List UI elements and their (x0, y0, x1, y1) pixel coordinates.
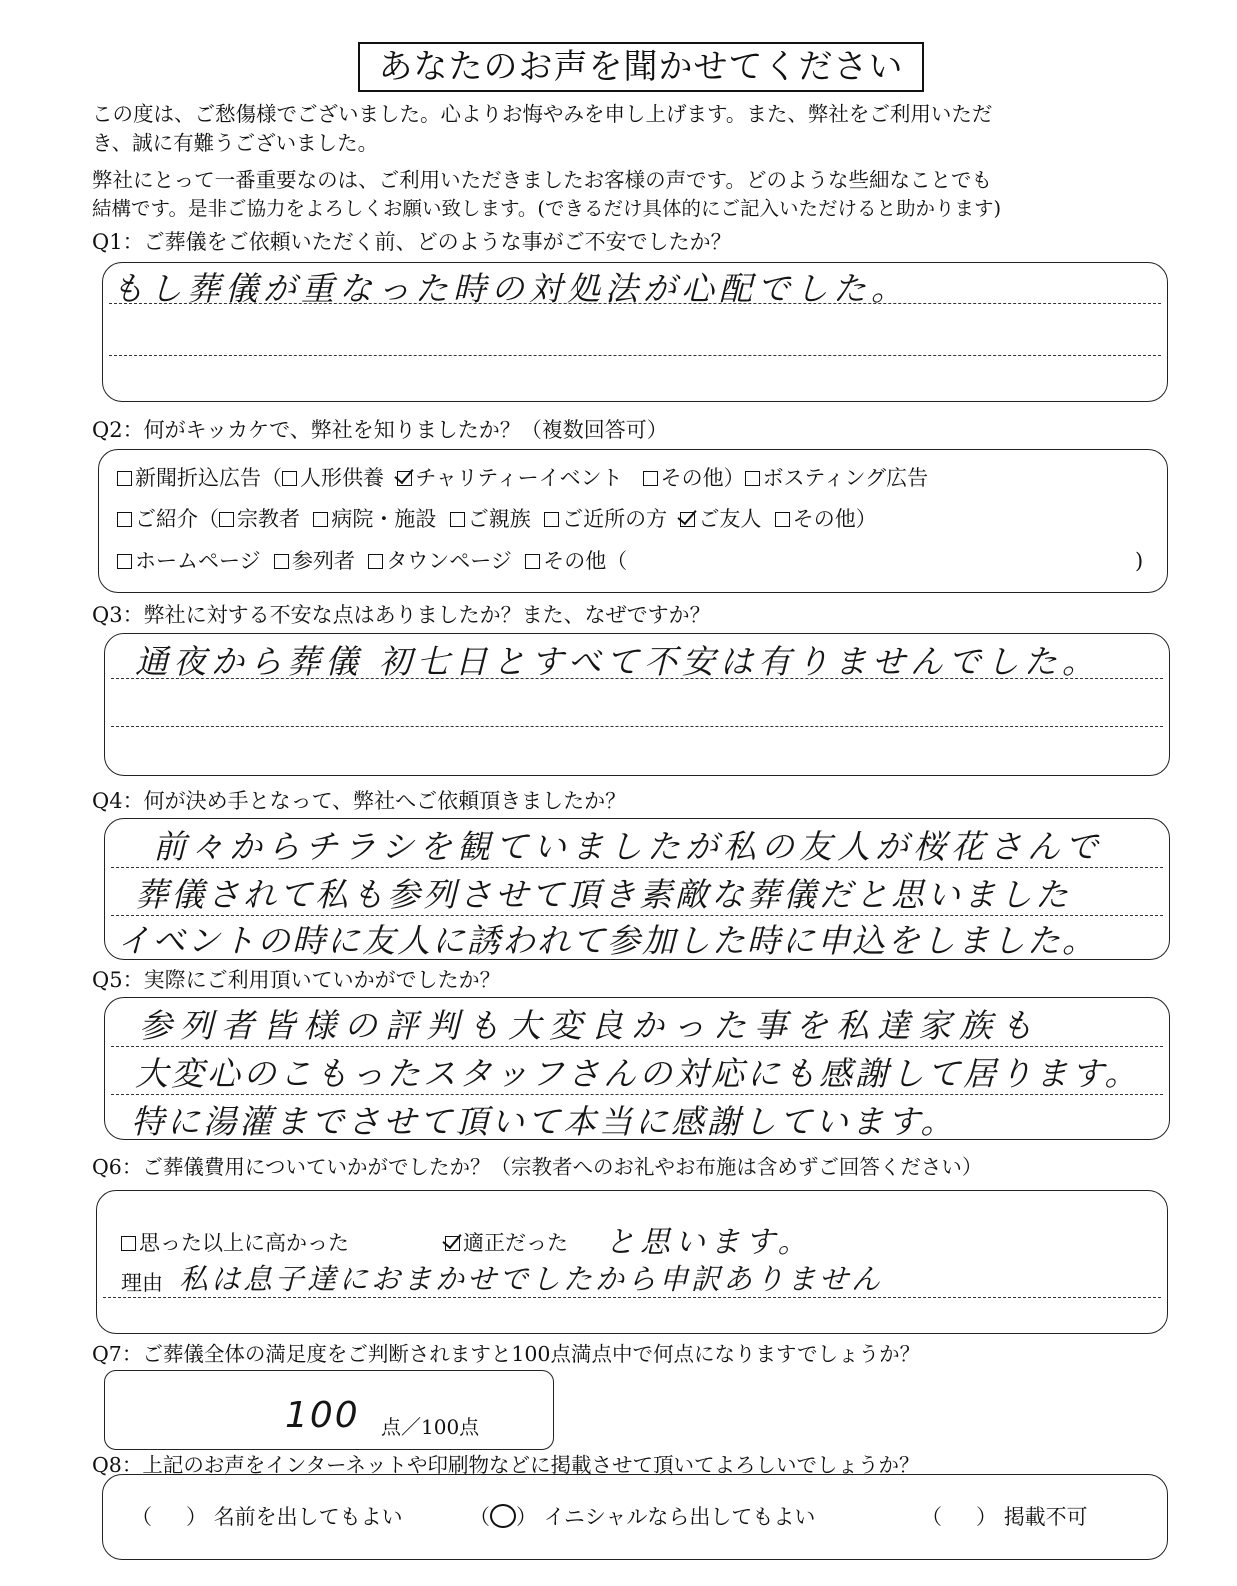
checkbox-icon (274, 554, 289, 569)
checkbox-icon (745, 471, 760, 486)
q4-answer-box[interactable] (104, 818, 1170, 960)
q2-opt-townpage[interactable]: タウンページ (368, 549, 512, 573)
q2-row3-close: ) (1135, 549, 1144, 573)
q2-opt-other-3[interactable]: その他（ (525, 549, 627, 573)
q2-question: Q2：何がキッカケで、弊社を知りましたか？（複数回答可） (92, 418, 668, 442)
intro-line-4: 結構です。是非ご協力をよろしくお願い致します。(できるだけ具体的にご記入いただけると助かります) (92, 197, 1002, 220)
q5-answer-line-1: 参列者皆様の評判も大変良かった事を私達家族も (139, 1006, 1041, 1045)
q6-box (96, 1190, 1168, 1334)
checkbox-icon (525, 554, 540, 569)
q8-opt-name[interactable]: （ ） 名前を出してもよい (131, 1505, 403, 1529)
q2-opt-homepage[interactable]: ホームページ (117, 549, 261, 573)
q6-opt-fair[interactable]: 適正だった (445, 1229, 568, 1257)
q8-box (102, 1474, 1168, 1560)
q2-opt-doll[interactable]: 人形供養 (282, 466, 384, 490)
q8-opt-initials[interactable]: （ ） イニシャルなら出してもよい (469, 1505, 816, 1529)
q6-question: Q6：ご葬儀費用についていかがでしたか？（宗教者へのお礼やお布施は含めずご回答ください） (92, 1155, 983, 1179)
q7-suffix: 点／100点 (381, 1415, 480, 1439)
checkbox-icon (219, 512, 234, 527)
checkbox-icon (775, 512, 790, 527)
checkbox-icon (368, 554, 383, 569)
circle-mark-icon (490, 1504, 516, 1528)
q7-score: 100 (285, 1395, 360, 1436)
checkbox-icon (117, 471, 132, 486)
q4-question: Q4：何が決め手となって、弊社へご依頼頂きましたか？ (92, 789, 627, 813)
checkbox-icon (544, 512, 559, 527)
checked-checkbox-icon (445, 1236, 460, 1251)
form-title: あなたのお声を聞かせてください (358, 42, 924, 92)
q2-opt-referral[interactable]: ご紹介（ (117, 507, 219, 531)
q2-opt-posting[interactable]: ボスティング広告 (745, 466, 928, 490)
q2-opt-hospital[interactable]: 病院・施設 (313, 507, 436, 531)
q4-answer-line-1: 前々からチラシを観ていましたが私の友人が桜花さんで (153, 827, 1103, 866)
q3-answer-box[interactable] (104, 633, 1170, 776)
q2-opt-other-1[interactable]: その他） (643, 466, 745, 490)
q5-question: Q5：実際にご利用頂いていかがでしたか？ (92, 968, 501, 992)
q2-opt-other-2[interactable]: その他） (775, 507, 877, 531)
q6-opt-high[interactable]: 思った以上に高かった (121, 1229, 349, 1257)
checkbox-icon (313, 512, 328, 527)
checked-checkbox-icon (680, 512, 695, 527)
q6-reason-label: 理由 (121, 1271, 163, 1295)
q8-opt-no-publish[interactable]: （ ） 掲載不可 (921, 1505, 1088, 1529)
q2-opt-religious[interactable]: 宗教者 (219, 507, 300, 531)
checkbox-icon (121, 1236, 136, 1251)
intro-line-2: き、誠に有難うございました。 (92, 131, 379, 155)
q5-answer-line-2: 大変心のこもったスタッフさんの対応にも感謝して居ります。 (135, 1054, 1141, 1093)
q5-answer-line-3: 特に湯灌までさせて頂いて本当に感謝しています。 (131, 1102, 957, 1141)
q2-opt-charity-event[interactable]: チャリティーイベント (397, 466, 622, 490)
q2-opt-relatives[interactable]: ご親族 (450, 507, 531, 531)
q6-fair-note: と思います。 (605, 1225, 813, 1260)
q6-reason: 私は息子達におまかせでしたから申訳ありません (179, 1262, 884, 1296)
q2-opt-friend[interactable]: ご友人 (680, 507, 761, 531)
checked-checkbox-icon (397, 471, 412, 486)
checkbox-icon (117, 554, 132, 569)
q2-opt-attendee[interactable]: 参列者 (274, 549, 355, 573)
intro-line-1: この度は、ご愁傷様でございました。心よりお悔やみを申し上げます。また、弊社をご利用いただ (92, 102, 993, 126)
q1-answer: もし葬儀が重なった時の対処法が心配でした。 (111, 269, 909, 308)
intro-line-3: 弊社にとって一番重要なのは、ご利用いただきましたお客様の声です。どのような些細なことでも (92, 168, 992, 192)
checkbox-icon (450, 512, 465, 527)
checkbox-icon (282, 471, 297, 486)
q1-answer-box[interactable] (102, 262, 1168, 402)
checkbox-icon (643, 471, 658, 486)
q3-question: Q3：弊社に対する不安な点はありましたか？また、なぜですか？ (92, 603, 711, 627)
q2-opt-neighbors[interactable]: ご近所の方 (544, 507, 667, 531)
q7-question: Q7：ご葬儀全体の満足度をご判断されますと100点満点中で何点になりますでしょうか？ (92, 1342, 921, 1366)
q4-answer-line-3: イベントの時に友人に誘われて参加した時に申込をしました。 (117, 921, 1097, 960)
checkbox-icon (117, 512, 132, 527)
q1-question: Q1：ご葬儀をご依頼いただく前、どのような事がご不安でしたか？ (92, 230, 732, 254)
q8-question: Q8：上記のお声をインターネットや印刷物などに掲載させて頂いてよろしいでしょうか？ (92, 1453, 920, 1477)
q7-score-box[interactable] (104, 1370, 554, 1450)
q4-answer-line-2: 葬儀されて私も参列させて頂き素敵な葬儀だと思いました (135, 875, 1071, 914)
q5-answer-box[interactable] (104, 997, 1170, 1140)
q3-answer: 通夜から葬儀 初七日とすべて不安は有りませんでした。 (135, 642, 1100, 681)
q2-options-box (98, 449, 1168, 593)
q2-opt-newspaper[interactable]: 新聞折込広告（ (117, 466, 282, 490)
